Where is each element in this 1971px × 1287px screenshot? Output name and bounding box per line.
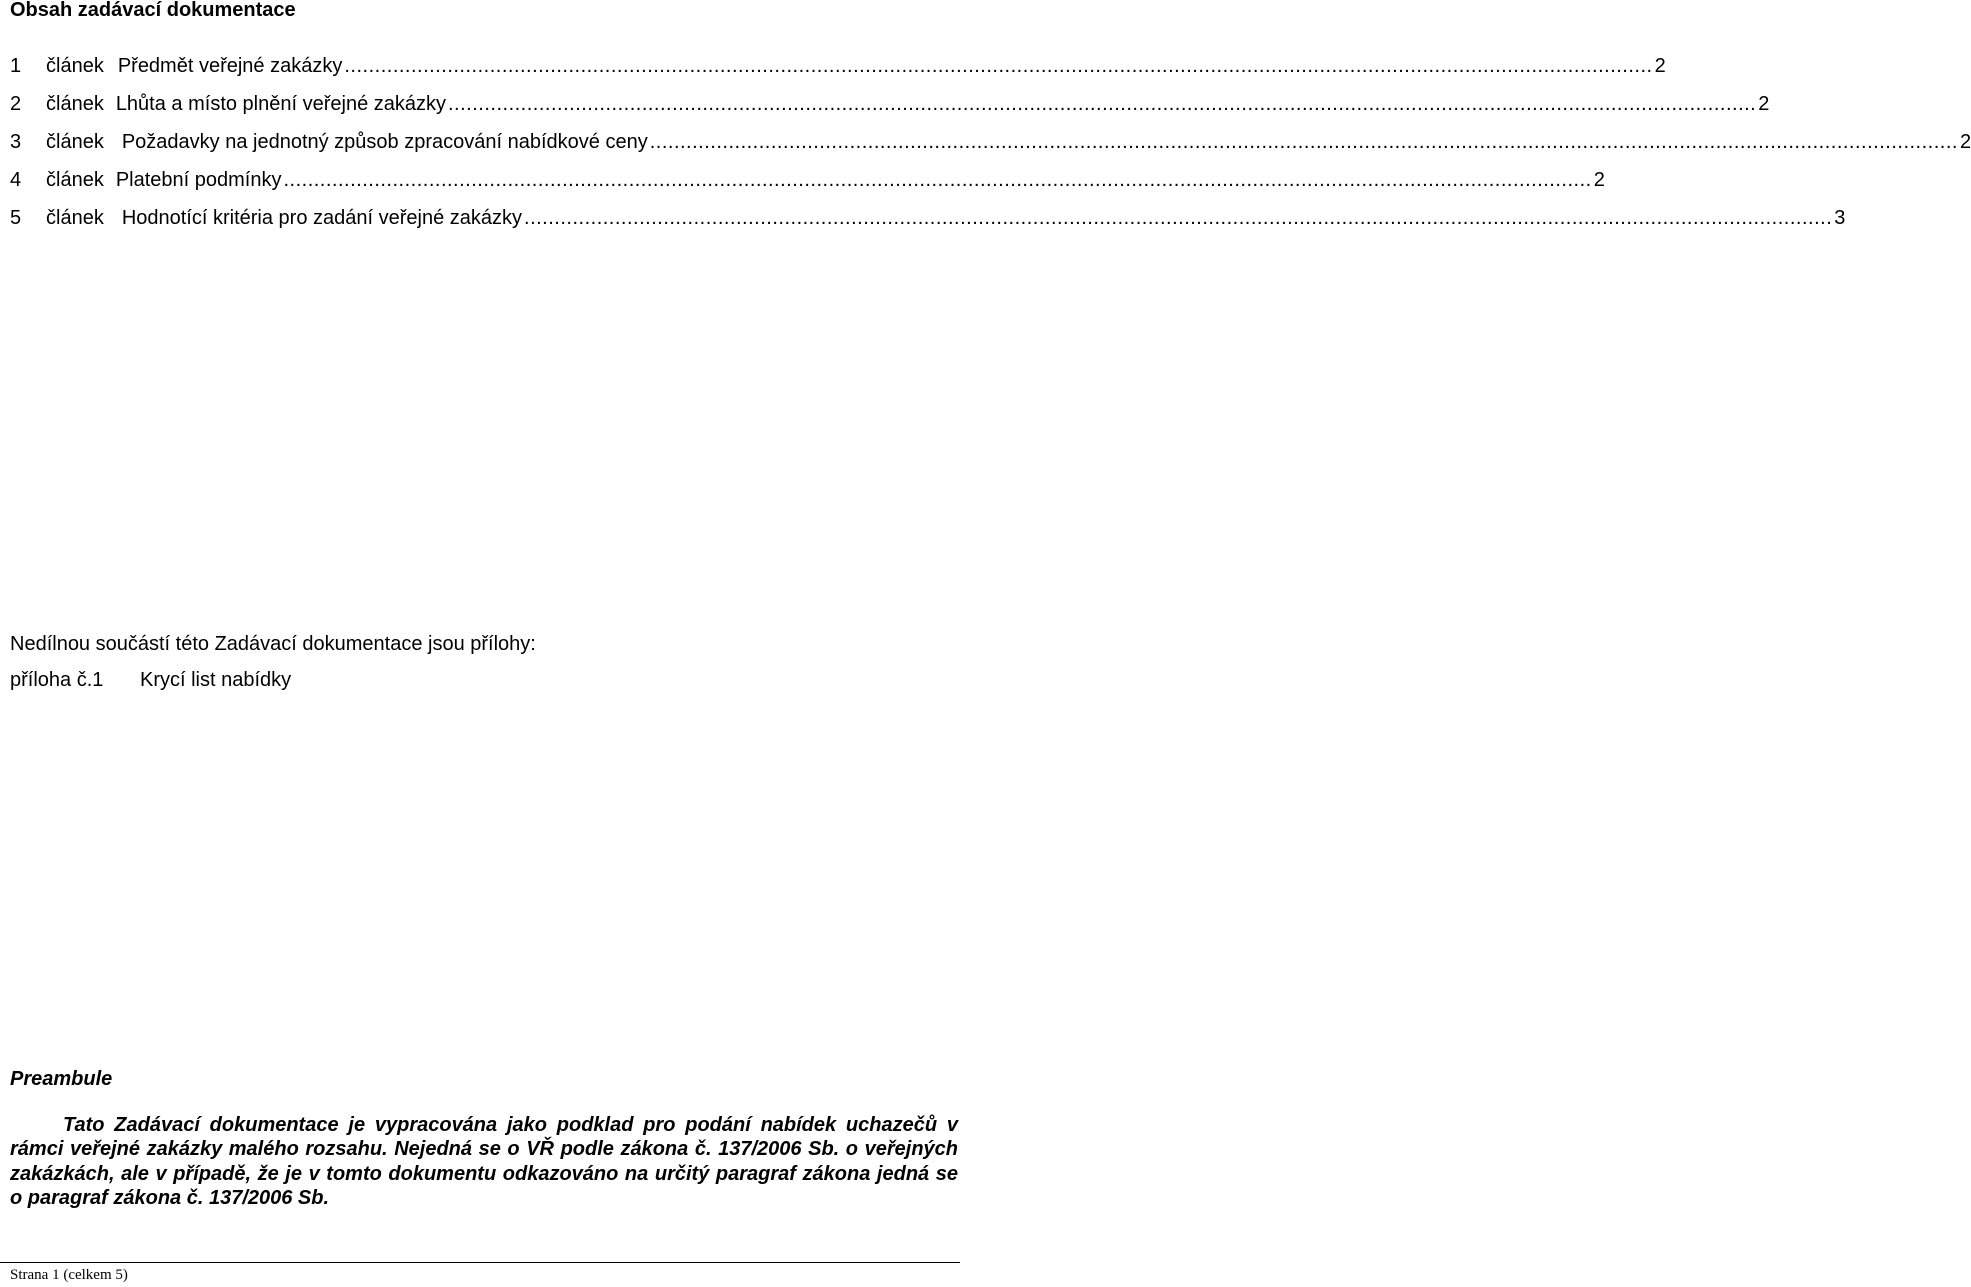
toc-item-word: článek <box>46 93 104 115</box>
attachment-label: příloha č.1 <box>10 669 104 691</box>
toc-item-page: 3 <box>1834 207 1846 229</box>
toc-item-title: Lhůta a místo plnění veřejné zakázky <box>115 93 446 115</box>
attachment-title: Krycí list nabídky <box>140 669 292 691</box>
toc-item-number: 5 <box>10 207 22 229</box>
preamble-body: Tato Zadávací dokumentace je vypracována jako podklad pro podání nabídek uchazečů v rámci veřejné zakázky malého rozsahu. Nejedná se o VŘ podle zákona č. 137/2006 Sb. o veřejných zakázkách, ale v případě, že je v tomto dokumentu odkazováno na určitý paragraf zákona jedná se o paragraf zákona č. 137/2006 Sb. <box>10 1114 958 1209</box>
toc-item-word: článek <box>46 131 104 153</box>
toc-title: Obsah zadávací dokumentace <box>10 0 296 21</box>
toc-item-page: 2 <box>1654 55 1666 77</box>
toc-dot-leader: ........................................................................................................................................................................................................................ <box>649 131 1958 153</box>
toc-dot-leader: ........................................................................................................................................................................................................................ <box>524 207 1833 229</box>
toc-item-word: článek <box>46 207 104 229</box>
toc-item-word: článek <box>46 55 104 77</box>
toc-item-word: článek <box>46 169 104 191</box>
toc-list <box>10 54 1971 244</box>
footer-page-label: Strana 1 (celkem 5) <box>10 1267 128 1283</box>
toc-item[interactable] <box>10 92 1770 130</box>
toc-dot-leader: ........................................................................................................................................................................................................................ <box>448 93 1757 115</box>
toc-item[interactable] <box>10 206 1846 244</box>
footer-divider <box>0 1262 960 1263</box>
toc-item-title: Požadavky na jednotný způsob zpracování nabídkové ceny <box>121 131 648 153</box>
toc-item-page: 2 <box>1758 93 1770 115</box>
attachments-intro: Nedílnou součástí této Zadávací dokumentace jsou přílohy: <box>10 633 536 655</box>
toc-dot-leader: ........................................................................................................................................................................................................................ <box>344 55 1653 77</box>
toc-item-number: 3 <box>10 131 22 153</box>
toc-item-number: 4 <box>10 169 22 191</box>
toc-item-number: 1 <box>10 55 22 77</box>
toc-item-number: 2 <box>10 93 22 115</box>
preamble-title: Preambule <box>10 1068 113 1090</box>
toc-dot-leader: ........................................................................................................................................................................................................................ <box>283 169 1592 191</box>
toc-item[interactable] <box>10 168 1605 206</box>
toc-item[interactable] <box>10 54 1666 92</box>
toc-item-title: Hodnotící kritéria pro zadání veřejné zakázky <box>121 207 523 229</box>
toc-item-title: Předmět veřejné zakázky <box>117 55 343 77</box>
attachment-item <box>10 668 291 692</box>
toc-item[interactable] <box>10 130 1971 168</box>
toc-item-page: 2 <box>1959 131 1971 153</box>
toc-item-title: Platební podmínky <box>115 169 282 191</box>
toc-item-page: 2 <box>1593 169 1605 191</box>
